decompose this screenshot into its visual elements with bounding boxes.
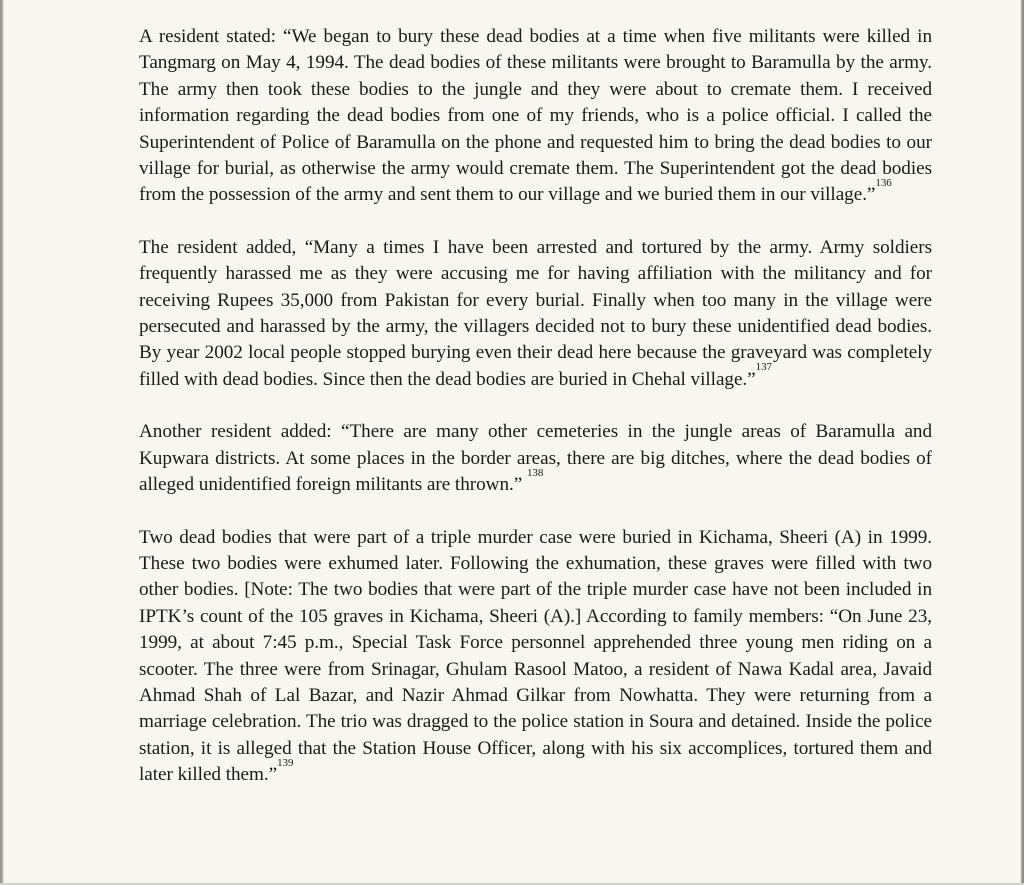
- paragraph-text: Two dead bodies that were part of a triple murder case were buried in Kichama, Sheeri (A) in 1999. These two bodies were exhumed later. Following the exhumation, these graves were filled with two other bodies. [Note: The two bodies that were part of the triple murder case have not been included in IPTK’s count of the 105 graves in Kichama, Sheeri (A).] According to family members: “On June 23, 1999, at about 7:45 p.m., Special Task Force personnel apprehended three young men riding on a scooter. The three were from Srinagar, Ghulam Rasool Matoo, a resident of Nawa Kadal area, Javaid Ahmad Shah of Lal Bazar, and Nazir Ahmad Gilkar from Nowhatta. They were returning from a marriage celebration. The trio was dragged to the police station in Soura and detained. Inside the police station, it is alleged that the Station House Officer, along with his six accomplices, tortured them and later killed them.”: [139, 526, 932, 786]
- paragraph-another-resident: [139, 419, 932, 498]
- footnote-ref-138: 138: [526, 466, 544, 479]
- page-right-edge: [1020, 0, 1024, 885]
- document-body: [139, 24, 932, 815]
- page-left-edge: [0, 0, 4, 885]
- paragraph-text: A resident stated: “We began to bury these dead bodies at a time when five militants were killed in Tangmarg on May 4, 1994. The dead bodies of these militants were brought to Baramulla by the army. The army then took these bodies to the jungle and they were about to cremate them. I received information regarding the dead bodies from one of my friends, who is a police official. I called the Superintendent of Police of Baramulla on the phone and requested him to bring the dead bodies to our village for burial, as otherwise the army would cremate them. The Superintendent got the dead bodies from the possession of the army and sent them to our village and we buried them in our village.”: [139, 26, 932, 206]
- footnote-ref-137: 137: [755, 361, 772, 374]
- paragraph-text: Another resident added: “There are many other cemeteries in the jungle areas of Baramulla and Kupwara districts. At some places in the border areas, there are big ditches, where the dead bodies of alleged unidentified foreign militants are thrown.”: [139, 421, 932, 496]
- footnote-ref-136: 136: [875, 177, 892, 190]
- paragraph-resident-added: [139, 235, 932, 393]
- footnote-ref-139: 139: [277, 756, 294, 769]
- paragraph-text: The resident added, “Many a times I have been arrested and tortured by the army. Army soldiers frequently harassed me as they were accusing me for having affiliation with the militancy and for receiving Rupees 35,000 from Pakistan for every burial. Finally when too many in the village were persecuted and harassed by the army, the villagers decided not to bury these unidentified dead bodies. By year 2002 local people stopped burying even their dead here because the graveyard was completely filled with dead bodies. Since then the dead bodies are buried in Chehal village.”: [139, 236, 932, 390]
- paragraph-resident-statement: [139, 24, 932, 209]
- paragraph-triple-murder: [139, 525, 932, 789]
